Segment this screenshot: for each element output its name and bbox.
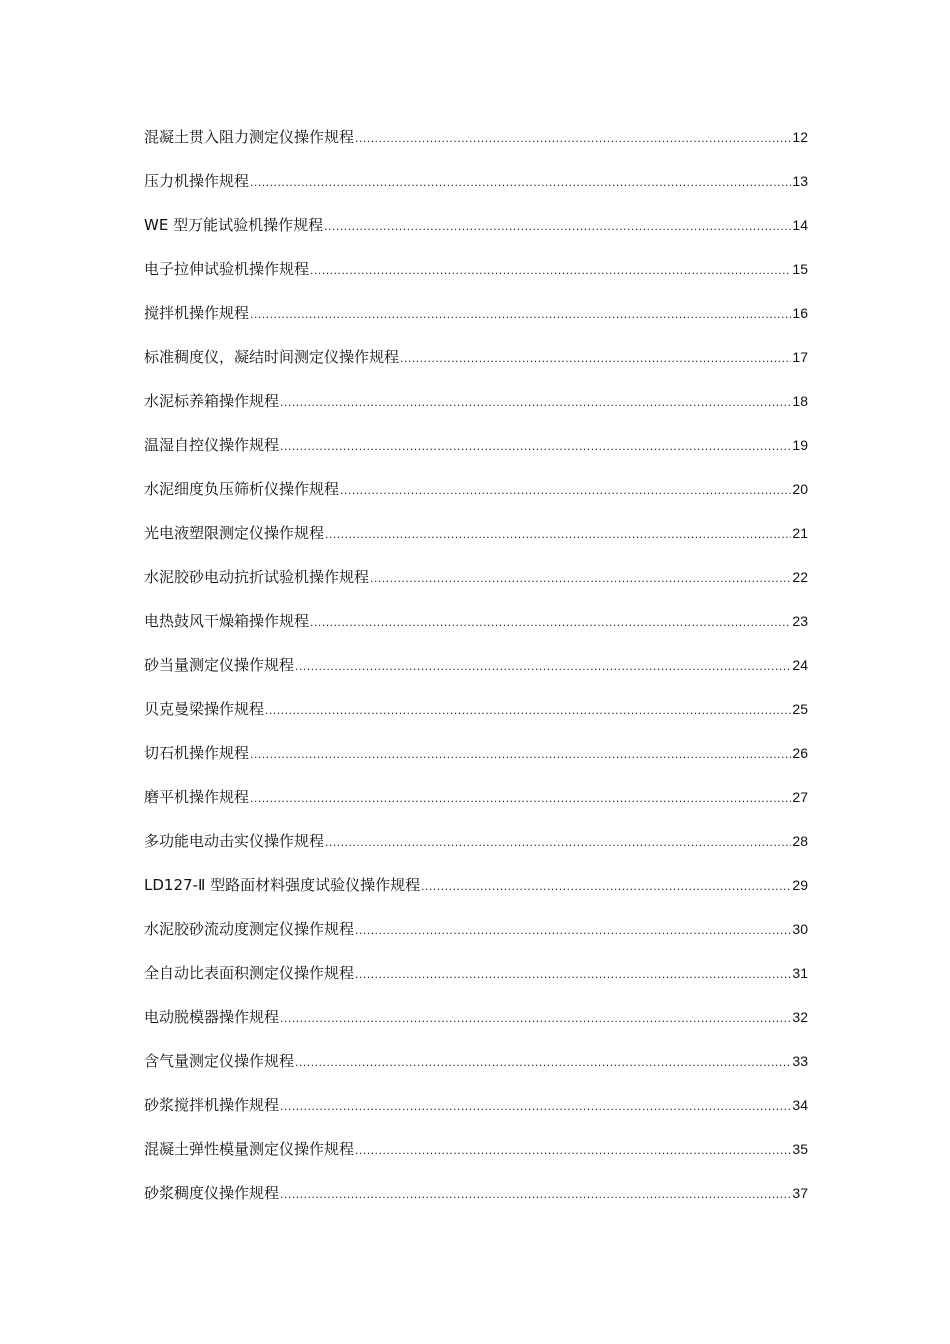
toc-entry-page-number: 22 — [792, 569, 808, 585]
toc-dot-leader — [280, 1182, 791, 1206]
toc-entry-page-number: 27 — [792, 789, 808, 805]
table-of-contents — [144, 125, 808, 1225]
toc-entry[interactable] — [144, 1137, 808, 1181]
toc-entry-page-number: 33 — [792, 1053, 808, 1069]
toc-dot-leader — [295, 654, 791, 678]
toc-entry[interactable] — [144, 917, 808, 961]
toc-entry-page-number: 20 — [792, 481, 808, 497]
toc-dot-leader — [265, 698, 791, 722]
toc-entry[interactable] — [144, 169, 808, 213]
toc-entry-title: WE 型万能试验机操作规程 — [144, 216, 324, 234]
toc-entry-page-number: 35 — [792, 1141, 808, 1157]
toc-entry[interactable] — [144, 609, 808, 653]
toc-entry-title: 混凝土弹性模量测定仪操作规程 — [144, 1140, 355, 1158]
toc-entry-page-number: 15 — [792, 261, 808, 277]
toc-entry-title: 电动脱模器操作规程 — [144, 1008, 280, 1026]
toc-entry-page-number: 23 — [792, 613, 808, 629]
toc-entry[interactable] — [144, 1049, 808, 1093]
toc-entry[interactable] — [144, 301, 808, 345]
toc-dot-leader — [280, 390, 791, 414]
toc-entry[interactable] — [144, 829, 808, 873]
toc-entry-title: 水泥胶砂电动抗折试验机操作规程 — [144, 568, 370, 586]
toc-dot-leader — [280, 434, 791, 458]
toc-entry-title: LD127-Ⅱ 型路面材料强度试验仪操作规程 — [144, 876, 421, 894]
toc-entry[interactable] — [144, 257, 808, 301]
toc-dot-leader — [355, 918, 791, 942]
toc-entry-title: 贝克曼梁操作规程 — [144, 700, 265, 718]
toc-entry[interactable] — [144, 213, 808, 257]
toc-dot-leader — [280, 1006, 791, 1030]
toc-entry-page-number: 21 — [792, 525, 808, 541]
toc-entry[interactable] — [144, 873, 808, 917]
toc-dot-leader — [324, 214, 791, 238]
toc-entry-page-number: 17 — [792, 349, 808, 365]
toc-dot-leader — [400, 346, 791, 370]
toc-entry-page-number: 30 — [792, 921, 808, 937]
toc-entry[interactable] — [144, 521, 808, 565]
toc-entry-page-number: 28 — [792, 833, 808, 849]
toc-dot-leader — [310, 258, 791, 282]
toc-entry-title: 水泥胶砂流动度测定仪操作规程 — [144, 920, 355, 938]
toc-entry[interactable] — [144, 125, 808, 169]
toc-dot-leader — [340, 478, 791, 502]
toc-dot-leader — [370, 566, 791, 590]
toc-entry[interactable] — [144, 565, 808, 609]
toc-entry-page-number: 14 — [792, 217, 808, 233]
toc-entry[interactable] — [144, 741, 808, 785]
toc-entry[interactable] — [144, 1181, 808, 1225]
toc-entry[interactable] — [144, 433, 808, 477]
toc-dot-leader — [250, 170, 791, 194]
toc-entry-title: 标准稠度仪，凝结时间测定仪操作规程 — [144, 348, 400, 366]
toc-dot-leader — [250, 302, 791, 326]
toc-entry[interactable] — [144, 345, 808, 389]
toc-entry-title: 光电液塑限测定仪操作规程 — [144, 524, 325, 542]
toc-entry-title: 全自动比表面积测定仪操作规程 — [144, 964, 355, 982]
toc-entry-page-number: 34 — [792, 1097, 808, 1113]
toc-entry-title: 砂浆稠度仪操作规程 — [144, 1184, 280, 1202]
toc-entry-title: 电热鼓风干燥箱操作规程 — [144, 612, 310, 630]
toc-entry[interactable] — [144, 389, 808, 433]
toc-entry-title: 多功能电动击实仪操作规程 — [144, 832, 325, 850]
toc-entry-title: 混凝土贯入阻力测定仪操作规程 — [144, 128, 355, 146]
toc-entry-page-number: 24 — [792, 657, 808, 673]
toc-dot-leader — [295, 1050, 791, 1074]
toc-entry-page-number: 18 — [792, 393, 808, 409]
toc-entry-title: 磨平机操作规程 — [144, 788, 250, 806]
toc-entry-page-number: 19 — [792, 437, 808, 453]
toc-dot-leader — [325, 522, 791, 546]
toc-entry-page-number: 16 — [792, 305, 808, 321]
toc-entry-page-number: 26 — [792, 745, 808, 761]
toc-dot-leader — [310, 610, 791, 634]
toc-dot-leader — [355, 126, 791, 150]
toc-entry[interactable] — [144, 785, 808, 829]
toc-entry-title: 砂当量测定仪操作规程 — [144, 656, 295, 674]
toc-entry[interactable] — [144, 1093, 808, 1137]
toc-entry-page-number: 13 — [792, 173, 808, 189]
toc-entry-title: 压力机操作规程 — [144, 172, 250, 190]
toc-entry-title: 水泥标养箱操作规程 — [144, 392, 280, 410]
toc-entry-title: 切石机操作规程 — [144, 744, 250, 762]
toc-entry-title: 水泥细度负压筛析仪操作规程 — [144, 480, 340, 498]
toc-entry-title: 砂浆搅拌机操作规程 — [144, 1096, 280, 1114]
toc-dot-leader — [325, 830, 791, 854]
toc-entry-page-number: 37 — [792, 1185, 808, 1201]
toc-entry-page-number: 32 — [792, 1009, 808, 1025]
toc-entry[interactable] — [144, 1005, 808, 1049]
toc-dot-leader — [280, 1094, 791, 1118]
toc-entry-page-number: 12 — [792, 129, 808, 145]
toc-dot-leader — [355, 1138, 791, 1162]
toc-entry-title: 搅拌机操作规程 — [144, 304, 250, 322]
toc-dot-leader — [250, 786, 791, 810]
toc-entry-page-number: 31 — [792, 965, 808, 981]
toc-entry-title: 电子拉伸试验机操作规程 — [144, 260, 310, 278]
toc-entry-page-number: 25 — [792, 701, 808, 717]
toc-dot-leader — [355, 962, 791, 986]
toc-entry-title: 温湿自控仪操作规程 — [144, 436, 280, 454]
toc-entry-title: 含气量测定仪操作规程 — [144, 1052, 295, 1070]
toc-entry[interactable] — [144, 697, 808, 741]
toc-entry[interactable] — [144, 961, 808, 1005]
toc-entry-page-number: 29 — [792, 877, 808, 893]
toc-entry[interactable] — [144, 653, 808, 697]
toc-dot-leader — [250, 742, 791, 766]
toc-dot-leader — [421, 874, 791, 898]
toc-entry[interactable] — [144, 477, 808, 521]
